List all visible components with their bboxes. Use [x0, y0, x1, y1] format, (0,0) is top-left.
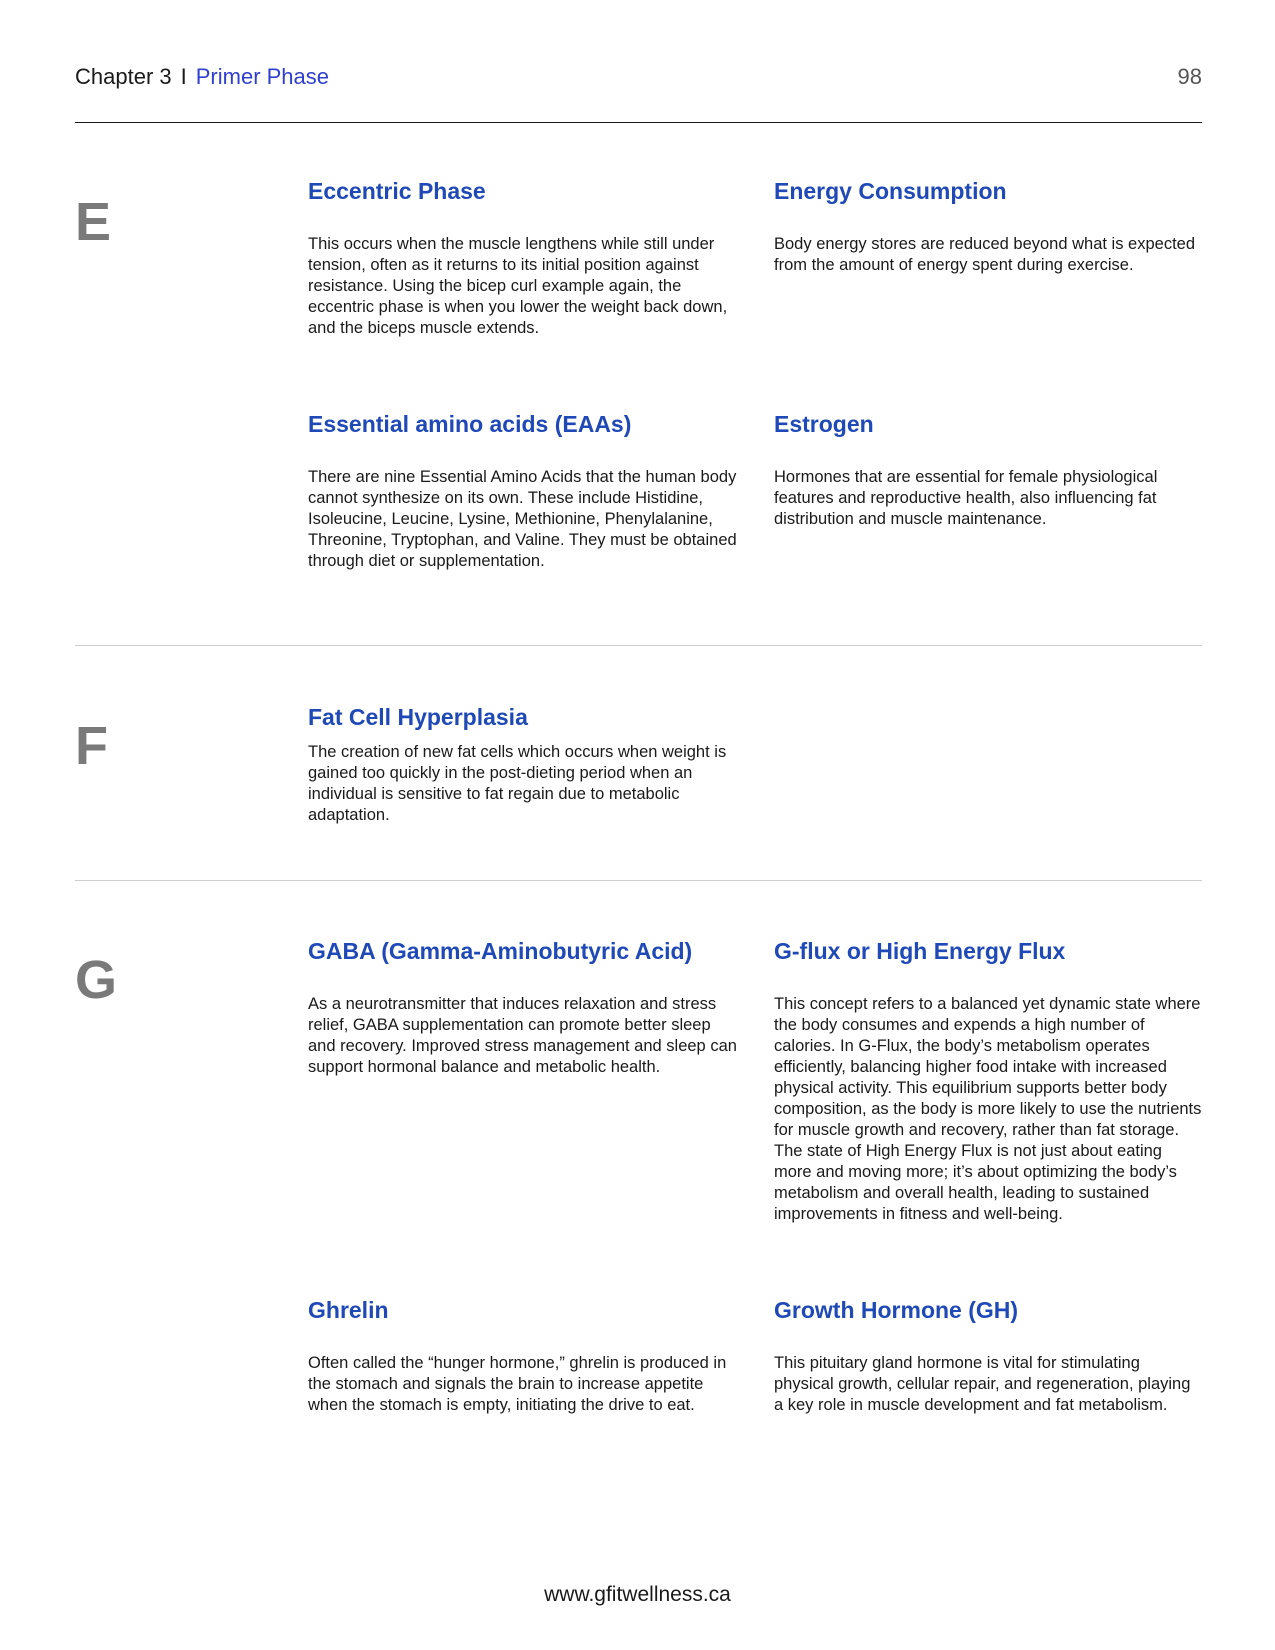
- entry-title: Essential amino acids (EAAs): [308, 411, 632, 437]
- entry-body: There are nine Essential Amino Acids that the human body cannot synthesize on its own. These include Histidine, Isoleucine, Leucine, Lysine, Methionine, Phenylalanine, Threonine, Tryptophan, and Valine. They must be obtained through diet or supplementation.: [308, 467, 737, 570]
- glossary-entry: [774, 938, 1204, 1225]
- glossary-entry: [774, 411, 1204, 530]
- entry-body: The creation of new fat cells which occurs when weight is gained too quickly in the post-dieting period when an individual is sensitive to fat regain due to metabolic adaptation.: [308, 742, 727, 824]
- entry-title: G-flux or High Energy Flux: [774, 938, 1066, 964]
- phase-title: Primer Phase: [195, 64, 330, 89]
- entry-title: GABA (Gamma-Aminobutyric Acid): [308, 938, 693, 964]
- page-header: [75, 58, 1202, 98]
- entry-title: Fat Cell Hyperplasia: [308, 704, 528, 730]
- entry-body: As a neurotransmitter that induces relaxation and stress relief, GABA supplementation can promote better sleep and recovery. Improved stress management and sleep can support hormonal balance and metabolic health.: [308, 994, 737, 1076]
- section-letter-e: E: [75, 192, 112, 252]
- glossary-entry: [308, 411, 738, 572]
- chapter-label: [75, 64, 329, 90]
- entry-body: Hormones that are essential for female physiological features and reproductive health, also influencing fat distribution and muscle maintenance.: [774, 467, 1158, 528]
- section-divider: [75, 645, 1202, 646]
- entry-title: Estrogen: [774, 411, 874, 437]
- section-divider: [75, 880, 1202, 881]
- entry-title: Ghrelin: [308, 1297, 389, 1323]
- header-divider: [75, 122, 1202, 123]
- glossary-entry: [774, 178, 1204, 276]
- entry-body: This pituitary gland hormone is vital for stimulating physical growth, cellular repair, and regeneration, playing a key role in muscle development and fat metabolism.: [774, 1353, 1191, 1414]
- entry-body: Often called the “hunger hormone,” ghrelin is produced in the stomach and signals the brain to increase appetite when the stomach is empty, initiating the drive to eat.: [308, 1353, 727, 1414]
- entry-title: Eccentric Phase: [308, 178, 486, 204]
- section-letter-g: G: [75, 950, 118, 1010]
- glossary-entry: [308, 178, 738, 339]
- entry-title: Growth Hormone (GH): [774, 1297, 1019, 1323]
- glossary-entry: [774, 1297, 1204, 1416]
- entry-body: Body energy stores are reduced beyond what is expected from the amount of energy spent during exercise.: [774, 234, 1196, 274]
- header-separator: I: [180, 64, 187, 89]
- entry-body: This occurs when the muscle lengthens while still under tension, often as it returns to its initial position against resistance. Using the bicep curl example again, the eccentric phase is when you lower the weight back down, and the biceps muscle extends.: [308, 234, 728, 337]
- chapter-number: Chapter 3: [75, 64, 172, 89]
- glossary-entry: [308, 704, 738, 826]
- entry-title: Energy Consumption: [774, 178, 1007, 204]
- footer-url[interactable]: www.gfitwellness.ca: [544, 1583, 731, 1606]
- glossary-entry: [308, 1297, 738, 1416]
- glossary-entry: [308, 938, 738, 1078]
- page-number: 98: [1177, 64, 1202, 89]
- entry-body: This concept refers to a balanced yet dynamic state where the body consumes and expends a high number of calories. In G-Flux, the body’s metabolism operates efficiently, balancing higher food intake with increased physical activity. This equilibrium supports better body composition, as the body is more likely to use the nutrients for muscle growth and recovery, rather than fat storage. The state of High Energy Flux is not just about eating more and moving more; it’s about optimizing the body’s metabolism and overall health, leading to sustained improvements in fitness and well-being.: [774, 994, 1202, 1223]
- section-letter-f: F: [75, 716, 108, 776]
